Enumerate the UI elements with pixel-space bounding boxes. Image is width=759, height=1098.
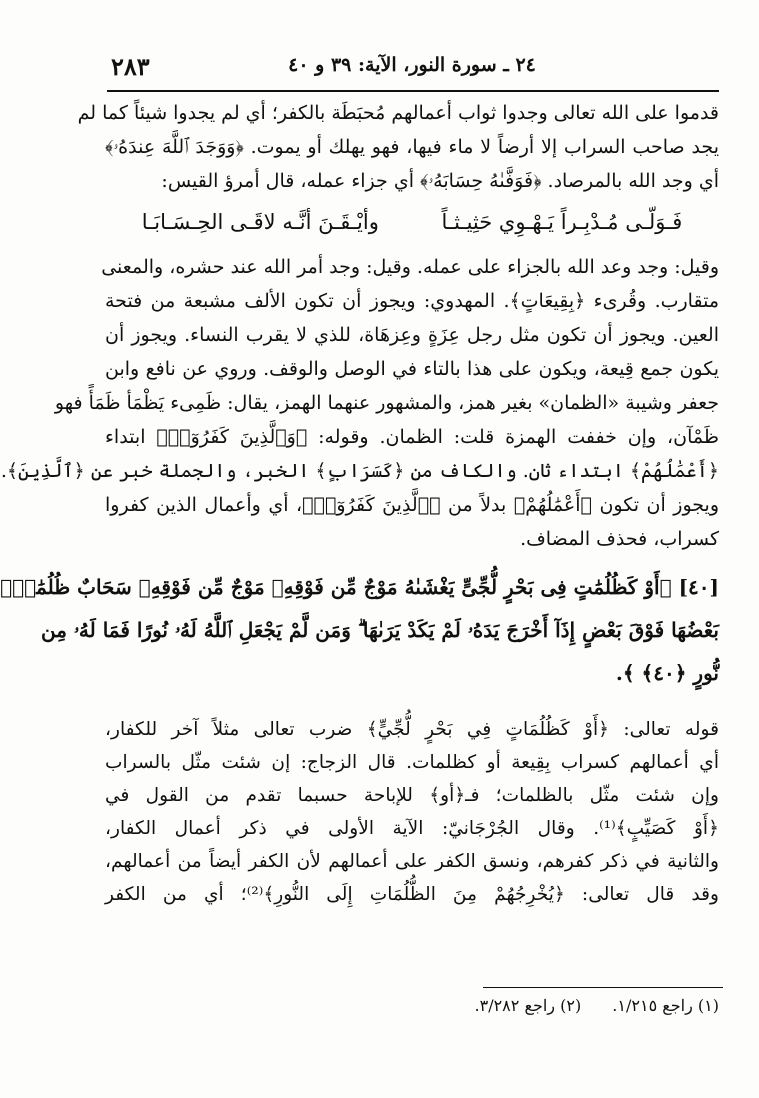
text-line: ظَمْآن، وإن خففت الهمزة قلت: الظمان. وقوله: ﴿وَٱلَّذِينَ كَفَرُوٓا۟﴾ ابتداء xyxy=(105,426,719,448)
poetry-verse xyxy=(105,202,719,242)
verse-second-hemistich: وأيْـقَـنَ أنَّـه لاقَـى الحِـسَـابَـا xyxy=(141,210,379,234)
verse-first-hemistich: فَـوَلّـى مُـدْبِـراً يَـهْـوِي حَثِيـثـاً xyxy=(441,210,683,234)
footnote-rule xyxy=(483,987,723,988)
text-line: أي وجد الله بالمرصاد. ﴿فَوَفَّىٰهُ حِسَابَهُۥ﴾ أي جزاء عمله، قال أمرؤ القيس: xyxy=(161,170,719,192)
verse-line: نُّورٍ ﴿٤٠﴾ ﴾. xyxy=(615,661,719,685)
footnotes xyxy=(449,996,720,1015)
page-number: ٢٨٣ xyxy=(111,52,150,81)
text-line: ﴿أَعْمَٰلُهُمْ﴾ ابتداء ثان. والكاف من ﴿كَسَرَابٍ﴾ الخبر، والجملة خبر عن ﴿ٱلَّذِينَ﴾. xyxy=(0,460,719,482)
text-line: متقارب. وقُرىء ﴿بِقِيعَاتٍ﴾. المهدوي: ويجوز أن تكون الألف مشبعة من فتحة xyxy=(105,290,719,312)
opening-paragraph xyxy=(77,96,719,198)
text-line: وإن شئت مثّل بالظلمات؛ فـ﴿أو﴾ للإباحة حسبما تقدم من القول في xyxy=(105,785,719,806)
quran-verse-block xyxy=(0,566,719,695)
text-line: قدموا على الله تعالى وجدوا ثواب أعمالهم مُحبَطَة بالكفر؛ أي لم يجدوا شيئاً كما لم xyxy=(77,102,719,124)
running-title: ٢٤ ـ سورة النور، الآية: ٣٩ و ٤٠ xyxy=(288,54,536,76)
text-line: ويجوز أن تكون ﴿أَعْمَٰلُهُمْ﴾ بدلاً من ﴿ٱلَّذِينَ كَفَرُوٓا۟﴾، أي وأعمال الذين كفروا xyxy=(105,494,719,516)
footnote: (١) راجع ١/٢١٥. xyxy=(612,996,719,1015)
footnote: (٢) راجع ٣/٢٨٢. xyxy=(474,996,582,1015)
text-line: العين. ويجوز أن تكون مثل رجل عِزَةٍ وعِزهَاة، للذي لا يقرب النساء. ويجوز أن xyxy=(105,324,719,346)
page-body xyxy=(0,96,719,911)
commentary-paragraph xyxy=(105,713,719,911)
text-line: والثانية في ذكر كفرهم، ونسق الكفر على أعمالهم لأن الكفر أيضاً من أعمالهم، xyxy=(105,851,719,872)
verse-line: [٤٠] ﴿أَوْ كَظُلُمَٰتٍ فِى بَحْرٍ لُّجِّىٍّ يَغْشَىٰهُ مَوْجٌ مِّن فَوْقِهِۦ مَوْجٌ مِّن فَوْقِهِۦ سَحَابٌ ظُلُمَٰتٌۢ xyxy=(0,575,719,599)
text-line: كسراب، فحذف المضاف. xyxy=(520,528,719,550)
explanation-paragraph xyxy=(0,250,719,556)
verse-line: بَعْضُهَا فَوْقَ بَعْضٍ إِذَآ أَخْرَجَ يَدَهُۥ لَمْ يَكَدْ يَرَىٰهَا ۗ وَمَن لَّمْ يَجْعَلِ ٱللَّهُ لَهُۥ نُورًا فَمَا لَهُۥ مِن xyxy=(41,618,719,642)
text-line: يجد صاحب السراب إلا أرضاً لا ماء فيها، فهو يهلك أو يموت. ﴿وَوَجَدَ ٱللَّهَ عِندَهُۥ﴾ xyxy=(105,136,719,158)
header-rule xyxy=(107,90,719,92)
text-line: قوله تعالى: ﴿أَوْ كَظُلُمَاتٍ فِي بَحْرٍ لُّجِّيٍّ﴾ ضرب تعالى مثلاً آخر للكفار، xyxy=(105,719,719,740)
text-line: جعفر وشيبة «الظمان» بغير همز، والمشهور عنهما الهمز، يقال: ظَمِىء يَظْمَأ ظَمَأً فهو xyxy=(54,392,719,414)
text-line: يكون جمع قِيعة، ويكون على هذا بالتاء في الوصل والوقف. وروي عن نافع وابن xyxy=(105,358,719,380)
text-line: أي أعمالهم كسراب بِقِيعة أو كظلمات. قال الزجاج: إن شئت مثّل بالسراب xyxy=(105,752,719,773)
text-line: وقيل: وجد وعد الله بالجزاء على عمله. وقيل: وجد أمر الله عند حشره، والمعنى xyxy=(101,256,719,278)
text-line: ﴿أَوْ كَصَيِّبٍ﴾⁽¹⁾. وقال الجُرْجَانيّ: الآية الأولى في ذكر أعمال الكفار، xyxy=(105,818,719,839)
page-header xyxy=(101,52,723,86)
text-line: وقد قال تعالى: ﴿يُخْرِجُهُمْ مِنَ الظُّلُمَاتِ إِلَى النُّورِ﴾⁽²⁾؛ أي من الكفر xyxy=(105,884,719,905)
